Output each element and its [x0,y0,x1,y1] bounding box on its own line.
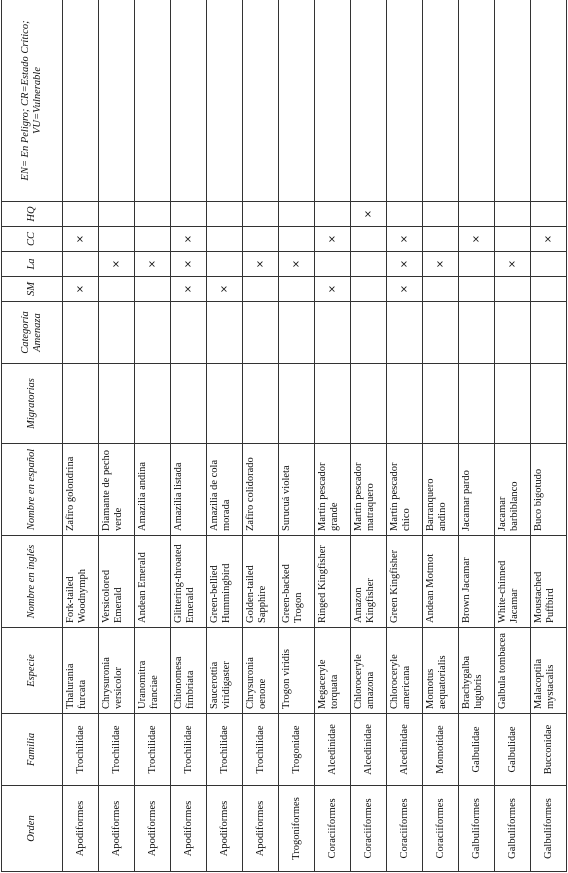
cell-familia: Trochilidae [243,714,279,786]
cell-especie: Brachygalba lugubris [459,628,495,714]
cell-orden: Apodiformes [243,786,279,872]
cell-nombre-espanol: Martín pescador chico [387,444,423,536]
cell-especie: Malacoptila mystacalis [531,628,567,714]
cell-nombre-espanol: Amazilia listada [171,444,207,536]
species-table [1,0,567,872]
cell-migratorias [423,364,459,444]
cell-especie: Thalurania furcata [63,628,99,714]
cell-leyenda [315,0,351,202]
cell-cc: × [171,227,207,252]
cell-sm: × [207,277,243,302]
cell-sm: × [387,277,423,302]
cell-nombre-ingles: White-chinned Jacamar [495,536,531,628]
cell-leyenda [171,0,207,202]
cell-especie: Chloroceryle americana [387,628,423,714]
cell-leyenda [63,0,99,202]
cell-sm [531,277,567,302]
cell-leyenda [531,0,567,202]
cell-familia: Trochilidae [99,714,135,786]
cell-especie: Megaceryle torquata [315,628,351,714]
header-migratorias: Migratorias [2,364,63,444]
cell-la [207,252,243,277]
cell-la: × [171,252,207,277]
cell-cc: × [387,227,423,252]
cell-migratorias [243,364,279,444]
cell-familia: Bucconidae [531,714,567,786]
cell-migratorias [63,364,99,444]
table-row [531,0,567,872]
cell-especie: Chloroceryle amazona [351,628,387,714]
cell-sm [99,277,135,302]
cell-orden: Coraciiformes [351,786,387,872]
cell-familia: Galbulidae [459,714,495,786]
cell-nombre-ingles: Andean Emerald [135,536,171,628]
cell-migratorias [171,364,207,444]
cell-leyenda [351,0,387,202]
cell-hq [171,202,207,227]
cell-sm [351,277,387,302]
cell-orden: Apodiformes [171,786,207,872]
cell-nombre-ingles: Moustached Puffbird [531,536,567,628]
cell-familia: Trogonidae [279,714,315,786]
cell-migratorias [315,364,351,444]
cell-orden: Trogoniformes [279,786,315,872]
cell-especie: Chrysuronia oenone [243,628,279,714]
cell-categoria [351,302,387,364]
cell-hq [243,202,279,227]
cell-categoria [459,302,495,364]
cell-leyenda [135,0,171,202]
cell-cc [423,227,459,252]
cell-orden: Apodiformes [99,786,135,872]
header-categoria: Categoría Amenaza [2,302,63,364]
cell-cc [279,227,315,252]
cell-leyenda [423,0,459,202]
cell-especie: Momotus aequatorialis [423,628,459,714]
cell-sm [243,277,279,302]
cell-especie: Galbula tombacea [495,628,531,714]
cell-nombre-espanol: Surucuá violeta [279,444,315,536]
cell-categoria [531,302,567,364]
cell-sm [423,277,459,302]
table-row [63,0,99,872]
cell-orden: Galbuliformes [531,786,567,872]
table-body [63,0,567,872]
cell-nombre-espanol: Zafiro colidorado [243,444,279,536]
cell-leyenda [207,0,243,202]
cell-la: × [243,252,279,277]
cell-cc: × [63,227,99,252]
cell-familia: Trochilidae [63,714,99,786]
cell-nombre-espanol: Jacamar barbiblanco [495,444,531,536]
cell-orden: Galbuliformes [495,786,531,872]
cell-hq [495,202,531,227]
header-sm: SM [2,277,63,302]
cell-cc: × [315,227,351,252]
cell-categoria [279,302,315,364]
cell-orden: Apodiformes [207,786,243,872]
cell-familia: Galbulidae [495,714,531,786]
cell-cc: × [531,227,567,252]
cell-categoria [243,302,279,364]
cell-migratorias [99,364,135,444]
cell-cc: × [459,227,495,252]
cell-orden: Coraciiformes [315,786,351,872]
cell-especie: Uranomitra franciae [135,628,171,714]
cell-hq [207,202,243,227]
cell-nombre-ingles: Amazon Kingfisher [351,536,387,628]
cell-migratorias [135,364,171,444]
cell-orden: Apodiformes [135,786,171,872]
cell-la [459,252,495,277]
header-la: La [2,252,63,277]
cell-nombre-ingles: Versicolored Emerald [99,536,135,628]
cell-nombre-espanol: Martín pescador matraquero [351,444,387,536]
cell-nombre-ingles: Glittering-throated Emerald [171,536,207,628]
cell-familia: Trochilidae [135,714,171,786]
cell-categoria [99,302,135,364]
table-row [495,0,531,872]
cell-familia: Alcedinidae [315,714,351,786]
cell-la: × [279,252,315,277]
cell-cc [207,227,243,252]
cell-familia: Trochilidae [207,714,243,786]
cell-orden: Galbuliformes [459,786,495,872]
cell-nombre-espanol: Jacamar pardo [459,444,495,536]
cell-nombre-ingles: Brown Jacamar [459,536,495,628]
cell-leyenda [495,0,531,202]
cell-migratorias [207,364,243,444]
cell-hq [531,202,567,227]
cell-la: × [387,252,423,277]
table-row [135,0,171,872]
cell-cc [243,227,279,252]
cell-especie: Trogon viridis [279,628,315,714]
cell-leyenda [243,0,279,202]
table-row [387,0,423,872]
cell-hq [459,202,495,227]
cell-categoria [171,302,207,364]
table-row [243,0,279,872]
cell-categoria [495,302,531,364]
cell-familia: Alcedinidae [351,714,387,786]
cell-hq [99,202,135,227]
cell-sm [495,277,531,302]
header-familia: Familia [2,714,63,786]
cell-hq [423,202,459,227]
header-cc: CC [2,227,63,252]
cell-orden: Apodiformes [63,786,99,872]
cell-hq [279,202,315,227]
cell-migratorias [279,364,315,444]
cell-especie: Chionomesa fimbriata [171,628,207,714]
cell-la: × [495,252,531,277]
table-row [207,0,243,872]
cell-orden: Coraciiformes [387,786,423,872]
cell-la: × [135,252,171,277]
cell-nombre-ingles: Green-backed Trogon [279,536,315,628]
cell-nombre-ingles: Ringed Kingfisher [315,536,351,628]
header-orden: Orden [2,786,63,872]
cell-nombre-espanol: Barranquero andino [423,444,459,536]
cell-cc [351,227,387,252]
cell-nombre-espanol: Amazilia andina [135,444,171,536]
cell-la: × [423,252,459,277]
cell-nombre-ingles: Green Kingfisher [387,536,423,628]
cell-categoria [207,302,243,364]
cell-orden: Coraciiformes [423,786,459,872]
cell-nombre-espanol: Diamante de pecho verde [99,444,135,536]
cell-sm: × [171,277,207,302]
cell-hq [315,202,351,227]
cell-nombre-espanol: Amazilia de cola morada [207,444,243,536]
cell-migratorias [459,364,495,444]
table-row [351,0,387,872]
table-row [171,0,207,872]
cell-la [351,252,387,277]
table-row [279,0,315,872]
cell-familia: Alcedinidae [387,714,423,786]
cell-hq [63,202,99,227]
cell-categoria [135,302,171,364]
cell-sm [459,277,495,302]
header-hq: HQ [2,202,63,227]
cell-familia: Trochilidae [171,714,207,786]
cell-nombre-espanol: Zafiro golondrina [63,444,99,536]
cell-nombre-ingles: Fork-tailed Woodnymph [63,536,99,628]
cell-categoria [423,302,459,364]
cell-nombre-ingles: Golden-tailed Sapphire [243,536,279,628]
cell-la [63,252,99,277]
cell-la [315,252,351,277]
cell-leyenda [279,0,315,202]
cell-especie: Chrysuronia versicolor [99,628,135,714]
cell-hq: × [351,202,387,227]
cell-cc [135,227,171,252]
cell-sm [135,277,171,302]
cell-familia: Momotidae [423,714,459,786]
header-leyenda: EN= En Peligro; CR=Estado Crítico; VU=Vulnerable [2,0,63,202]
cell-nombre-ingles: Andean Motmot [423,536,459,628]
cell-sm [279,277,315,302]
table-row [315,0,351,872]
table-row [99,0,135,872]
header-nombre-ingles: Nombre en inglés [2,536,63,628]
table-row [459,0,495,872]
cell-categoria [63,302,99,364]
cell-hq [387,202,423,227]
cell-categoria [315,302,351,364]
cell-cc [99,227,135,252]
cell-nombre-espanol: Buco bigotudo [531,444,567,536]
header-row [2,0,63,872]
cell-nombre-espanol: Martín pescador grande [315,444,351,536]
header-especie: Especie [2,628,63,714]
cell-migratorias [351,364,387,444]
cell-hq [135,202,171,227]
cell-sm: × [63,277,99,302]
cell-migratorias [387,364,423,444]
cell-categoria [387,302,423,364]
cell-nombre-ingles: Green-bellied Hummingbird [207,536,243,628]
cell-cc [495,227,531,252]
cell-sm: × [315,277,351,302]
table-row [423,0,459,872]
cell-leyenda [387,0,423,202]
cell-leyenda [459,0,495,202]
header-nombre-espanol: Nombre en español [2,444,63,536]
cell-especie: Saucerottia viridigaster [207,628,243,714]
cell-migratorias [495,364,531,444]
cell-migratorias [531,364,567,444]
cell-leyenda [99,0,135,202]
cell-la [531,252,567,277]
cell-la: × [99,252,135,277]
